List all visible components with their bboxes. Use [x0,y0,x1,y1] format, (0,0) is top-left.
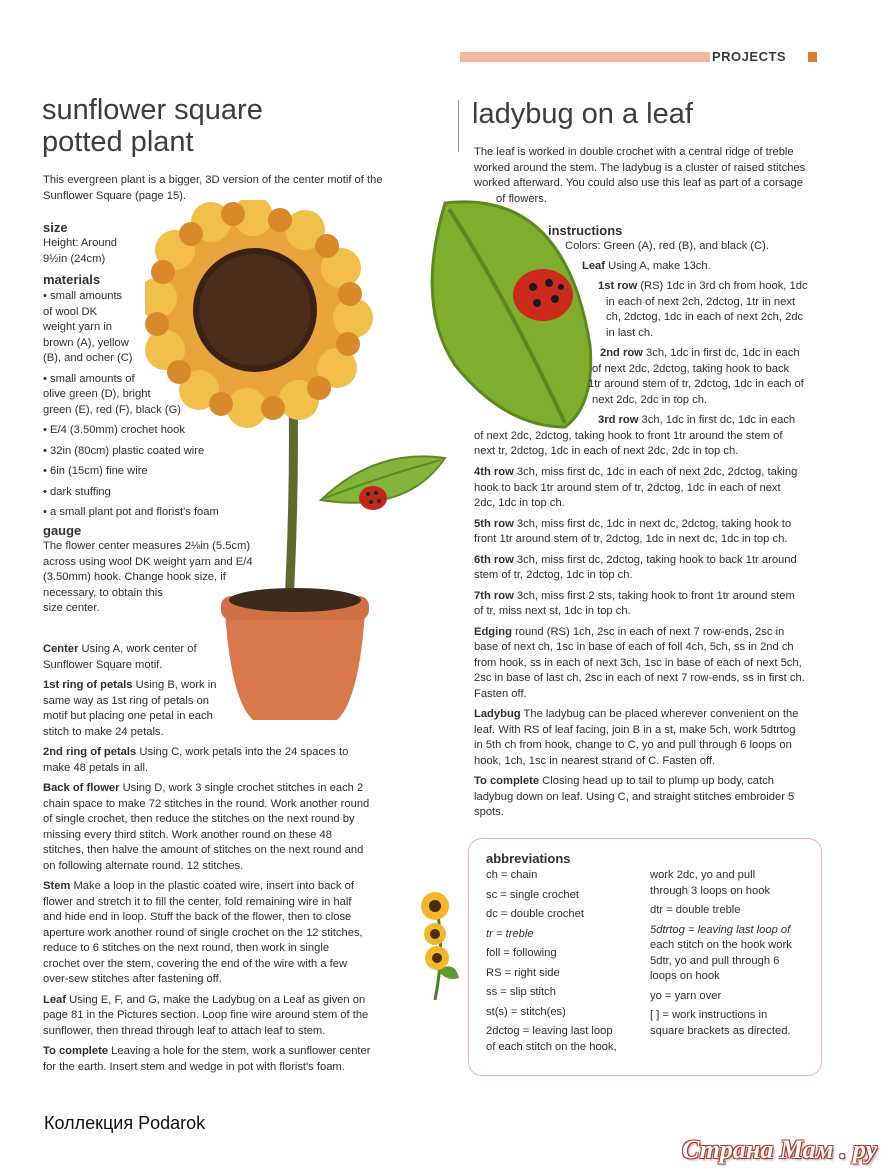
small-sunflowers-image [415,890,465,1005]
step-back-of-flower: Back of flower Using D, work 3 single crochet stitches in each 2 chain space to make 72 stitches in the round. Work another round of single crochet, then reduce the stitches on the next round by missing every third stitch. Work another round on these 48 stitches, then halve the amount of stitches on the next round and on following alternate round. 12 stitches. [43,782,370,872]
gauge-text: The flower center measures 2⅛in (5.5cm) across using wool DK weight yarn and E/4 (3.50mm) hook. Change hook size, if necessary, to obtain this size center. [43,540,253,614]
abbreviations-col2: work 2dc, yo and pull through 3 loops on hook dtr = double treble 5dtrtog = leaving last loop of each stitch on the hook work 5dtr, yo and pull through 6 loops on hook yo = yarn over [ ] = work instructions in square brackets as directed. [650,869,792,1037]
step-center: Center Using A, work center of Sunflower Square motif. [43,643,197,671]
mini-flower [425,946,449,970]
mini-flower [421,892,449,920]
sunflower-plant-image [145,200,455,740]
step-to-complete: To complete Leaving a hole for the stem, work a sunflower center for the earth. Insert stem and wedge in pot with florist's foam. [43,1045,371,1073]
terracotta-pot [221,588,369,720]
abbreviations-title: abbreviations [486,851,571,866]
instructions-heading: instructions [548,223,623,238]
edging-round: Edging round (RS) 1ch, 2sc in each of next 7 row-ends, 2sc in base of next ch, 1sc in base of each of foll 4ch, 5ch, ss in 2nd ch from hook, ss in each of next 3ch, 1sc in base of each of next 5ch, 2sc in base of last ch, 2sc in each of next 7 row-ends, ss in first ch. Fasten off. [474,625,805,700]
row-5: 5th row 3ch, miss first dc, 1dc in next dc, 2dctog, taking hook to front 1tr around stem of tr, 2dctog, 1dc in next dc, 1dc in top ch. [474,517,792,545]
right-title: ladybug on a leaf [472,98,693,130]
row-1: 1st row (RS) 1dc in 3rd ch from hook, 1dc in each of next 2ch, 2dctog, 1tr in next ch, 2dctog, 1dc in each of next 2ch, 2dc in last ch. [598,280,808,339]
abbreviations-col1: ch = chain sc = single crochet dc = double crochet tr = treble foll = following RS = right side ss = slip stitch st(s) = stitch(es) 2dctog = leaving last loop of each stitch on the hook, [486,869,617,1053]
material-item: • small amounts of wool DK weight yarn in brown (A), yellow (B), and ocher (C) [43,290,133,364]
left-title-line2: potted plant [42,126,194,158]
left-intro: This evergreen plant is a bigger, 3D version of the center motif of the Sunflower Square (page 15). [43,174,383,202]
step-second-ring: 2nd ring of petals Using C, work petals into the 24 spaces to make 48 petals in all. [43,746,349,774]
left-title-line1: sunflower square [42,94,263,126]
left-title [42,94,422,158]
rows-list [474,465,844,821]
ladybug-step: Ladybug The ladybug can be placed wherever convenient on the leaf. With RS of leaf facing, join B in a st, make 5ch, work 5dtrtog in 5th ch from hook, change to C, yo and pull through 6 loops on hook, 1ch, 1sc in nearest strand of C. Fasten off. [474,708,799,767]
leaf-intro: Leaf Using A, make 13ch. [582,260,711,272]
title-divider [458,100,459,152]
row-6: 6th row 3ch, miss first dc, 2dctog, taking hook to back 1tr around stem of tr, 2dctog, 1dc in top ch. [474,553,797,581]
material-item: • a small plant pot and florist's foam [43,506,219,518]
size-text: Height: Around 9½in (24cm) [43,237,118,265]
material-item: • 6in (15cm) fine wire [43,465,148,477]
step-first-ring: 1st ring of petals Using B, work in same way as 1st ring of petals on motif but placing one petal in each stitch to make 24 petals. [43,679,217,738]
row-4: 4th row 3ch, miss first dc, 1dc in each of next 2dc, 2dctog, taking hook to back 1tr around stem of tr, 2dctog, 1dc in each of next 2dc, 1dc in top ch. [474,466,798,509]
step-stem: Stem Make a loop in the plastic coated wire, insert into back of flower and stretch it to fill the center, fold remaining wire in half and hide end in loop. Stuff the back of the flower, then to close aperture work another round of single crochet on the 12 stitches, reduce to 6 stitches on the next round, then work in single crochet over the stem, covering the end of the wire with a few over-sew stitches after fastening off. [43,880,363,985]
watermark-logo: Страна Мам . ру [682,1135,878,1164]
colors-text: Colors: Green (A), red (B), and black (C). [565,240,769,252]
size-heading: size [43,220,68,235]
collection-label: Коллекция Podarok [44,1113,206,1133]
ladybug-body [513,269,573,321]
materials-heading: materials [43,272,101,287]
material-item: • dark stuffing [43,485,111,498]
material-item: • small amounts of olive green (D), bright green (E), red (F), black (G) [43,372,182,416]
row-3: 3rd row 3ch, 1dc in first dc, 1dc in each of next 2dc, 2dctog, taking hook to front 1tr around the stem of next tr, 2dctog, 1dc in each of next 2dc, 2dc in top ch. [474,414,796,457]
step-leaf: Leaf Using E, F, and G, make the Ladybug on a Leaf as given on page 81 in the Pictures section. Loop fine wire around stem of the sunflower, then thread through leaf to attach leaf to stem. [43,993,369,1037]
section-label: PROJECTS [712,49,787,64]
plant-leaf [321,456,445,510]
mini-flower [424,923,446,945]
right-intro: The leaf is worked in double crochet with a central ridge of treble worked around the stem. The ladybug is a cluster of raised stitches worked afterward. You could also use this leaf as part of a corsage of flowers. [474,146,806,205]
material-item: • 32in (80cm) plastic coated wire [43,444,205,457]
gauge-heading: gauge [43,523,82,538]
material-item: • E/4 (3.50mm) crochet hook [43,424,185,436]
header-square [808,52,817,62]
header-bar [460,52,710,62]
row-2: 2nd row 3ch, 1dc in first dc, 1dc in each of next 2dc, 2dctog, taking hook to back 1tr around stem of tr, 2dctog, 1dc in each of next 2dc, 2dc in top ch. [588,347,804,406]
right-to-complete: To complete Closing head up to tail to plump up body, catch ladybug down on leaf. Using C, and straight stitches embroider 5 spots. [474,775,795,818]
row-7: 7th row 3ch, miss first 2 sts, taking hook to front 1tr around stem of tr, miss next st, 1dc in top ch. [474,589,795,617]
